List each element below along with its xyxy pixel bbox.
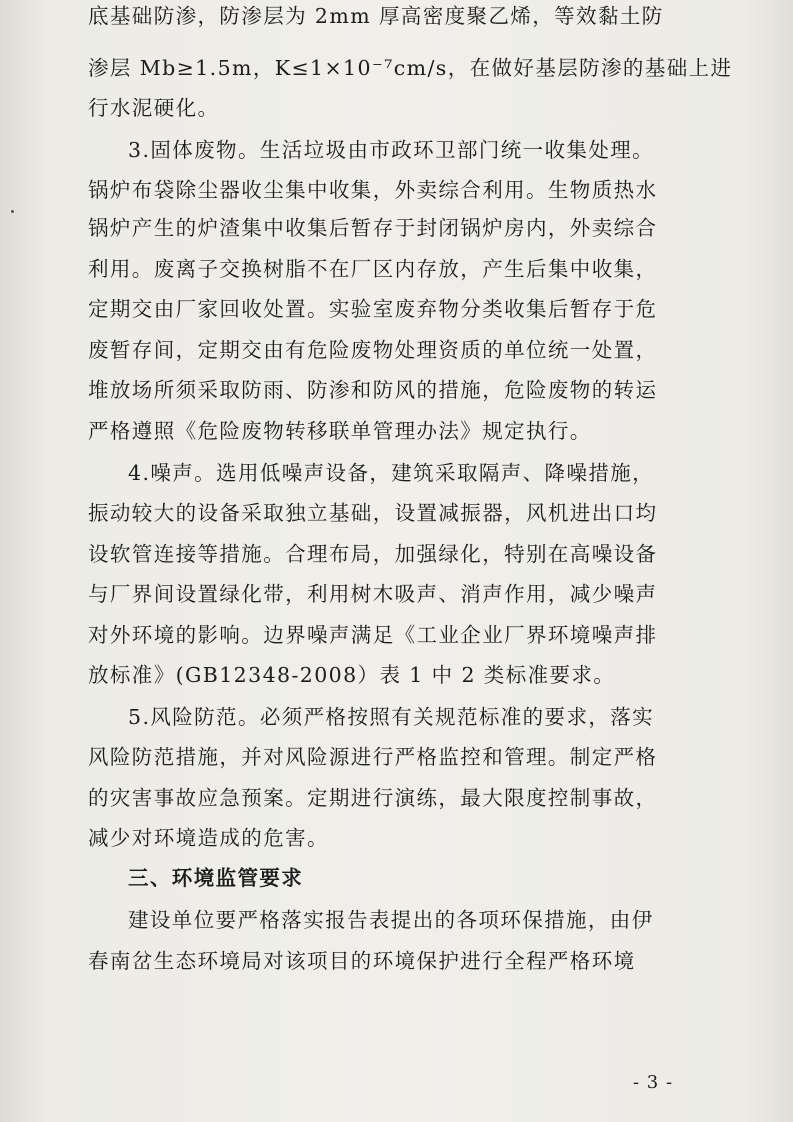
text-line: 4.噪声。选用低噪声设备，建筑采取隔声、降噪措施，: [128, 461, 655, 485]
paper-speck: [11, 210, 14, 213]
text-line: 振动较大的设备采取独立基础，设置减振器，风机进出口均: [88, 501, 658, 525]
text-line: 春南岔生态环境局对该项目的环境保护进行全程严格环境: [88, 949, 636, 973]
text-line: 利用。废离子交换树脂不在厂区内存放，产生后集中收集，: [88, 257, 658, 281]
text-line: 渗层 Mb≥1.5m，K≤1×10⁻⁷cm/s，在做好基层防渗的基础上进: [88, 56, 733, 80]
text-line: 底基础防渗，防渗层为 2mm 厚高密度聚乙烯，等效黏土防: [88, 4, 664, 28]
text-line: 堆放场所须采取防雨、防渗和防风的措施，危险废物的转运: [88, 378, 658, 402]
text-line: 减少对环境造成的危害。: [88, 826, 329, 850]
text-line: 废暂存间，定期交由有危险废物处理资质的单位统一处置，: [88, 338, 658, 362]
section-heading: 三、环境监管要求: [128, 866, 304, 890]
text-line: 5.风险防范。必须严格按照有关规范标准的要求，落实: [128, 705, 655, 729]
text-line: 建设单位要严格落实报告表提出的各项环保措施，由伊: [128, 908, 654, 932]
text-line: 对外环境的影响。边界噪声满足《工业企业厂界环境噪声排: [88, 623, 658, 647]
text-line: 与厂界间设置绿化带，利用树木吸声、消声作用，减少噪声: [88, 582, 658, 606]
text-line: 锅炉产生的炉渣集中收集后暂存于封闭锅炉房内，外卖综合: [88, 216, 658, 240]
text-line: 放标准》(GB12348-2008）表 1 中 2 类标准要求。: [88, 663, 616, 687]
text-line: 的灾害事故应急预案。定期进行演练，最大限度控制事故，: [88, 786, 658, 810]
text-line: 3.固体废物。生活垃圾由市政环卫部门统一收集处理。: [128, 138, 655, 162]
text-line: 设软管连接等措施。合理布局，加强绿化，特别在高噪设备: [88, 542, 658, 566]
text-line: 行水泥硬化。: [88, 96, 220, 120]
text-line: 风险防范措施，并对风险源进行严格监控和管理。制定严格: [88, 745, 658, 769]
page-number: - 3 -: [633, 1072, 674, 1093]
text-line: 定期交由厂家回收处置。实验室废弃物分类收集后暂存于危: [88, 297, 658, 321]
text-line: 锅炉布袋除尘器收尘集中收集，外卖综合利用。生物质热水: [88, 178, 658, 202]
text-line: 严格遵照《危险废物转移联单管理办法》规定执行。: [88, 419, 592, 443]
